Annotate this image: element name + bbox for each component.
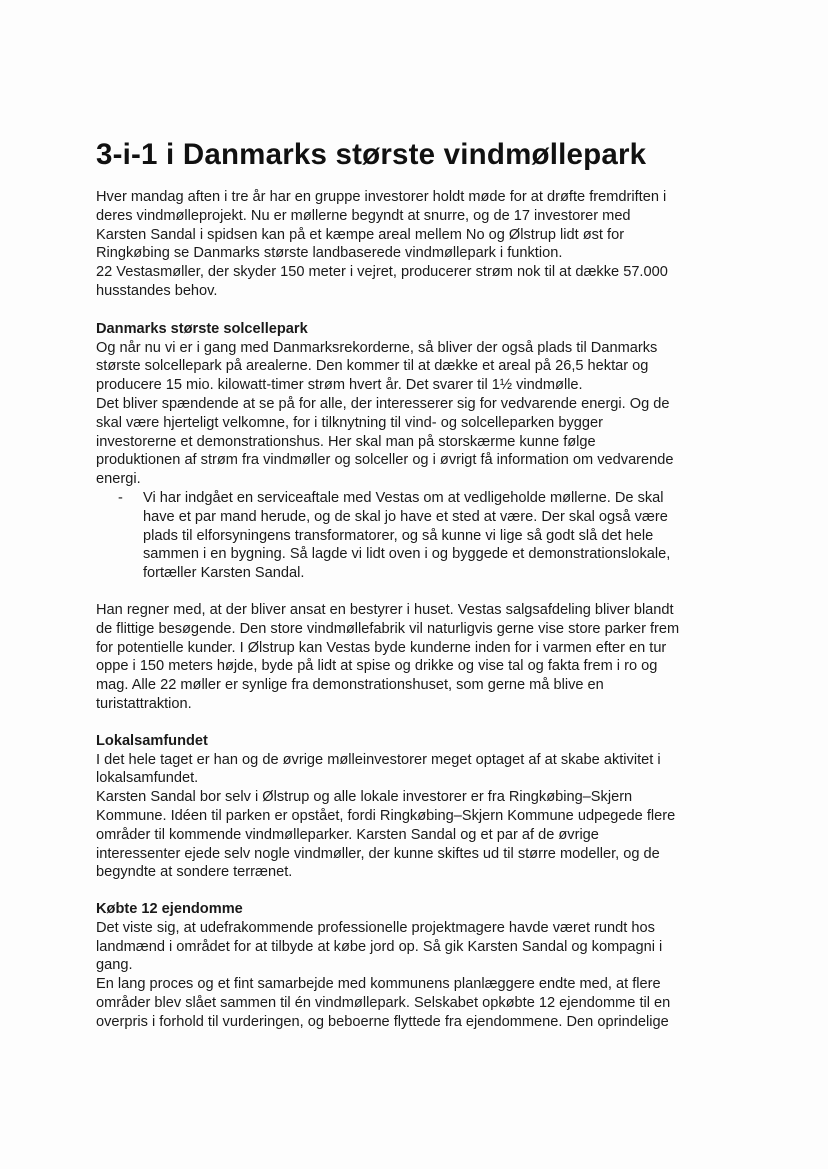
text-line: Karsten Sandal bor selv i Ølstrup og alle lokale investorer er fra Ringkøbing–Skjern	[96, 789, 633, 806]
text-line: lokalsamfundet.	[96, 770, 199, 787]
section-paragraph	[96, 751, 736, 883]
text-line: fortæller Karsten Sandal.	[143, 565, 305, 582]
text-line: Karsten Sandal i spidsen kan på et kæmpe areal mellem No og Ølstrup lidt øst for	[96, 226, 625, 243]
text-line: begyndte at sondere terrænet.	[96, 864, 293, 881]
text-line: 22 Vestasmøller, der skyder 150 meter i vejret, producerer strøm nok til at dække 57.000	[96, 264, 668, 281]
text-line: I det hele taget er han og de øvrige mølleinvestorer meget optaget af at skabe aktivitet i	[96, 751, 661, 768]
text-line: største solcellepark på arealerne. Den kommer til at dække et areal på 26,5 hektar og	[96, 358, 649, 375]
text-line: turistattraktion.	[96, 695, 192, 712]
article-body	[96, 137, 736, 1032]
text-line: Det bliver spændende at se på for alle, der interesserer sig for vedvarende energi. Og de	[96, 395, 670, 412]
section-paragraph	[96, 601, 736, 714]
text-line: Ringkøbing se Danmarks største landbaserede vindmøllepark i funktion.	[96, 245, 563, 262]
text-line: plads til elforsyningens transformatorer, og så kunne vi lige så godt slå det hele	[143, 527, 654, 544]
text-line: Kommune. Idéen til parken er opstået, fordi Ringkøbing–Skjern Kommune udpegede flere	[96, 807, 676, 824]
text-line: Han regner med, at der bliver ansat en bestyrer i huset. Vestas salgsafdeling bliver blandt	[96, 601, 674, 618]
text-line: have et par mand herude, og de skal jo have et sted at være. Der skal også være	[143, 508, 668, 525]
text-line: produktionen af strøm fra vindmøller og solceller og i øvrigt få information om vedvarende	[96, 452, 674, 469]
text-line: områder til kommende vindmølleparker. Karsten Sandal og et par af de øvrige	[96, 826, 599, 843]
text-line: landmænd i området for at tilbyde at købe jord op. Så gik Karsten Sandal og kompagni i	[96, 938, 663, 955]
text-line: Hver mandag aften i tre år har en gruppe investorer holdt møde for at drøfte fremdriften i	[96, 189, 667, 205]
text-line: Vi har indgået en serviceaftale med Vestas om at vedligeholde møllerne. De skal	[143, 489, 664, 506]
text-line: investorerne et demonstrationshus. Her skal man på storskærme kunne følge	[96, 433, 596, 450]
intro-paragraph	[96, 188, 736, 301]
text-line: producere 15 mio. kilowatt-timer strøm hvert år. Det svarer til 1½ vindmølle.	[96, 377, 583, 394]
text-line: deres vindmølleprojekt. Nu er møllerne begyndt at snurre, og de 17 investorer med	[96, 207, 631, 224]
text-line: En lang proces og et fint samarbejde med kommunens planlæggere endte med, at flere	[96, 976, 661, 993]
text-line: Det viste sig, at udefrakommende professionelle projektmagere havde været rundt hos	[96, 919, 655, 936]
text-line: interessenter ejede selv nogle vindmøller, der kunne skiftes ud til større modeller, og de	[96, 845, 660, 862]
dash-bullet-mark: -	[118, 489, 123, 506]
article-title: 3-i-1 i Danmarks største vindmøllepark	[96, 138, 647, 171]
text-line: gang.	[96, 957, 133, 974]
text-line: husstandes behov.	[96, 282, 218, 299]
text-line: de flittige besøgende. Den store vindmøllefabrik vil naturligvis gerne vise store parker frem	[96, 620, 680, 637]
section-paragraph	[96, 919, 736, 1032]
text-line: områder blev slået sammen til én vindmøllepark. Selskabet opkøbte 12 ejendomme til en	[96, 995, 671, 1012]
section-heading-solcellepark: Danmarks største solcellepark	[96, 320, 308, 337]
text-line: for potentielle kunder. I Ølstrup kan Vestas byde kunderne inden for i varmen efter en tur	[96, 639, 667, 656]
text-line: sammen i en bygning. Så lagde vi lidt oven i og byggede et demonstrationslokale,	[143, 546, 671, 563]
text-line: skal være hjerteligt velkomne, for i tilknytning til vind- og solcelleparken bygger	[96, 414, 603, 431]
text-line: overpris i forhold til vurderingen, og beboerne flyttede fra ejendommene. Den oprindelige	[96, 1013, 669, 1030]
section-paragraph	[96, 339, 736, 489]
text-line: mag. Alle 22 møller er synlige fra demonstrationshuset, som gerne må blive en	[96, 677, 604, 694]
quote-bullet	[96, 489, 736, 583]
section-heading-ejendomme: Købte 12 ejendomme	[96, 901, 243, 918]
section-heading-lokalsamfundet: Lokalsamfundet	[96, 732, 208, 749]
text-line: oppe i 150 meters højde, byde på lidt at spise og drikke og vise tal og fakta frem i ro og	[96, 658, 658, 675]
text-line: Og når nu vi er i gang med Danmarksrekorderne, så bliver der også plads til Danmarks	[96, 339, 658, 356]
text-line: energi.	[96, 471, 141, 488]
